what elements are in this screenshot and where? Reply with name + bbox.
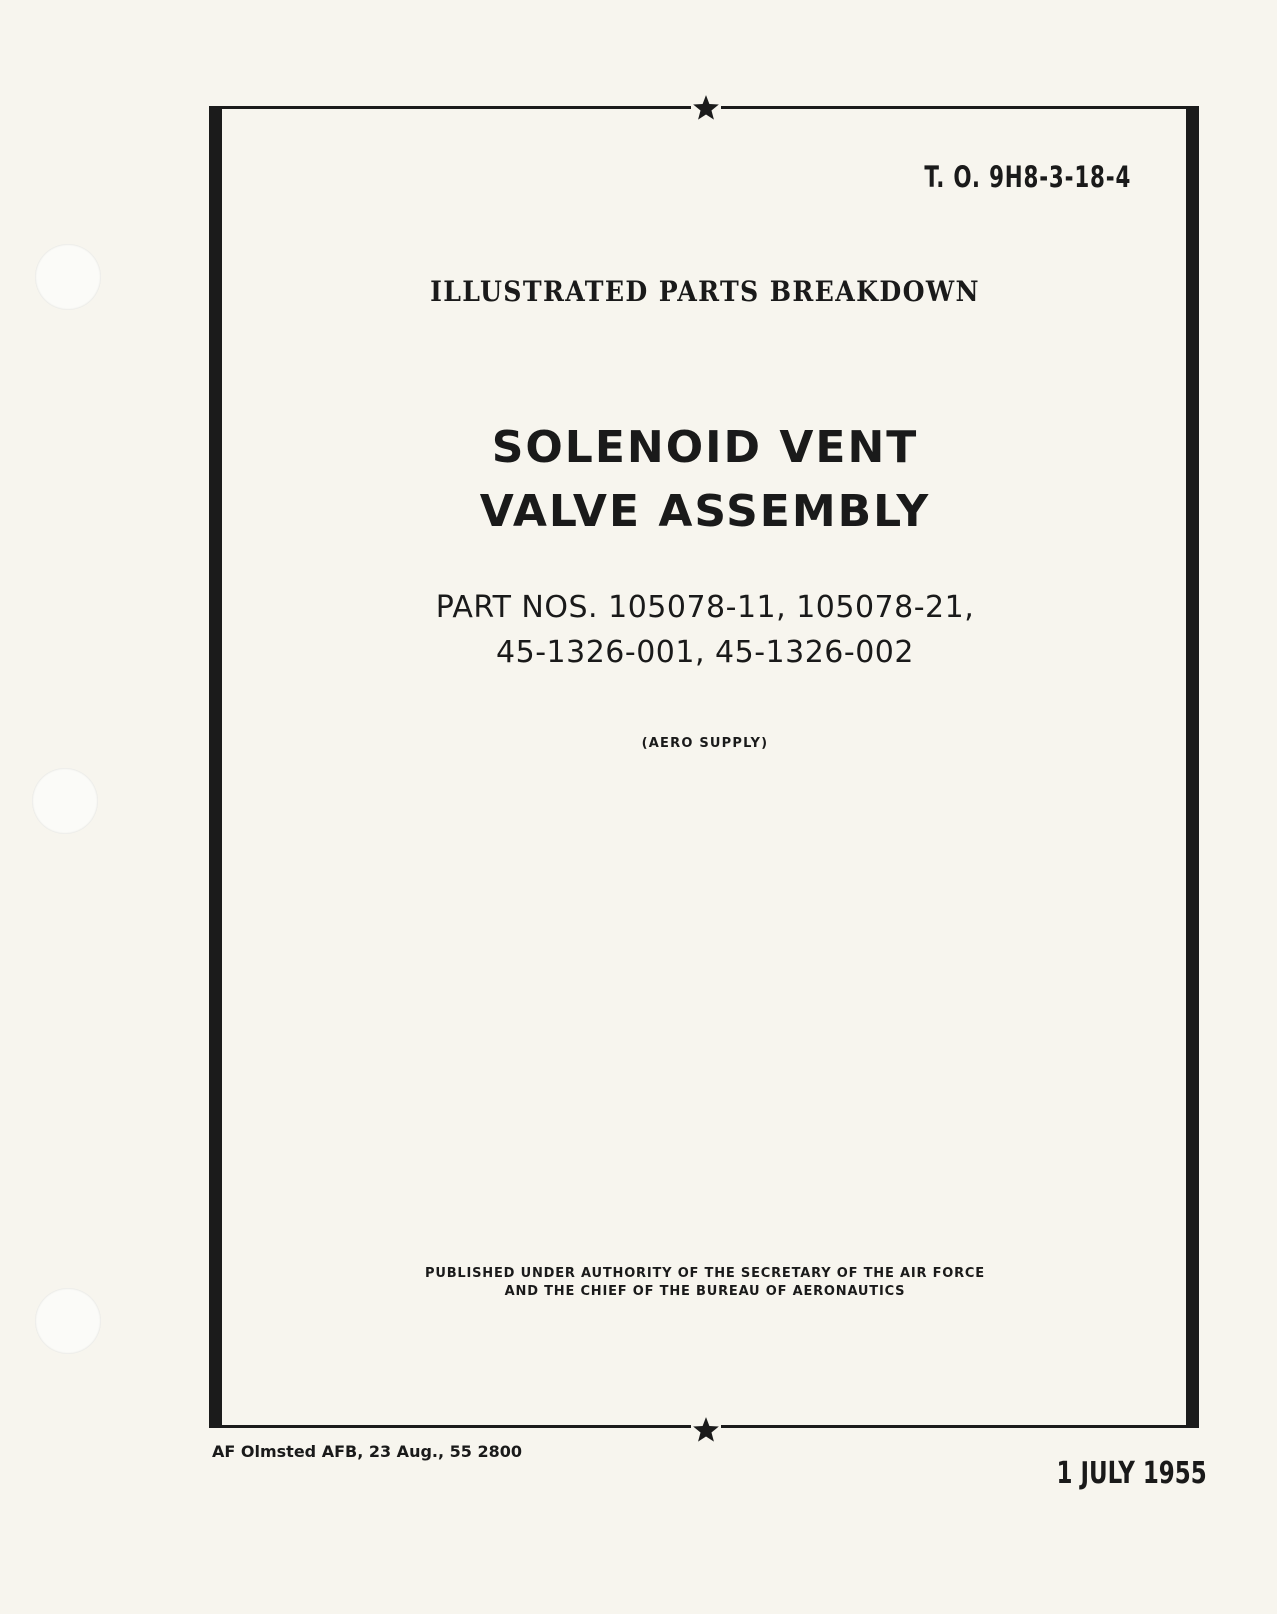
- technical-order-number: T. O. 9H8-3-18-4: [924, 160, 1131, 194]
- publication-date: 1 JULY 1955: [1056, 1456, 1207, 1491]
- punch-hole-middle: [32, 768, 98, 834]
- document-category: ILLUSTRATED PARTS BREAKDOWN: [430, 275, 980, 308]
- part-numbers-line1: PART NOS. 105078-11, 105078-21,: [435, 590, 975, 625]
- star-icon: [691, 1415, 721, 1445]
- printer-note: AF Olmsted AFB, 23 Aug., 55 2800: [212, 1442, 522, 1461]
- star-icon: [691, 93, 721, 123]
- part-numbers-line2: 45-1326-001, 45-1326-002: [496, 635, 914, 670]
- manufacturer-label: (AERO SUPPLY): [641, 736, 769, 751]
- document-title-line1: SOLENOID VENT: [491, 422, 919, 473]
- authority-line1: PUBLISHED UNDER AUTHORITY OF THE SECRETARY OF THE AIR FORCE: [425, 1266, 985, 1281]
- authority-line2: AND THE CHIEF OF THE BUREAU OF AERONAUTICS: [504, 1284, 906, 1299]
- document-title-line2: VALVE ASSEMBLY: [479, 486, 931, 537]
